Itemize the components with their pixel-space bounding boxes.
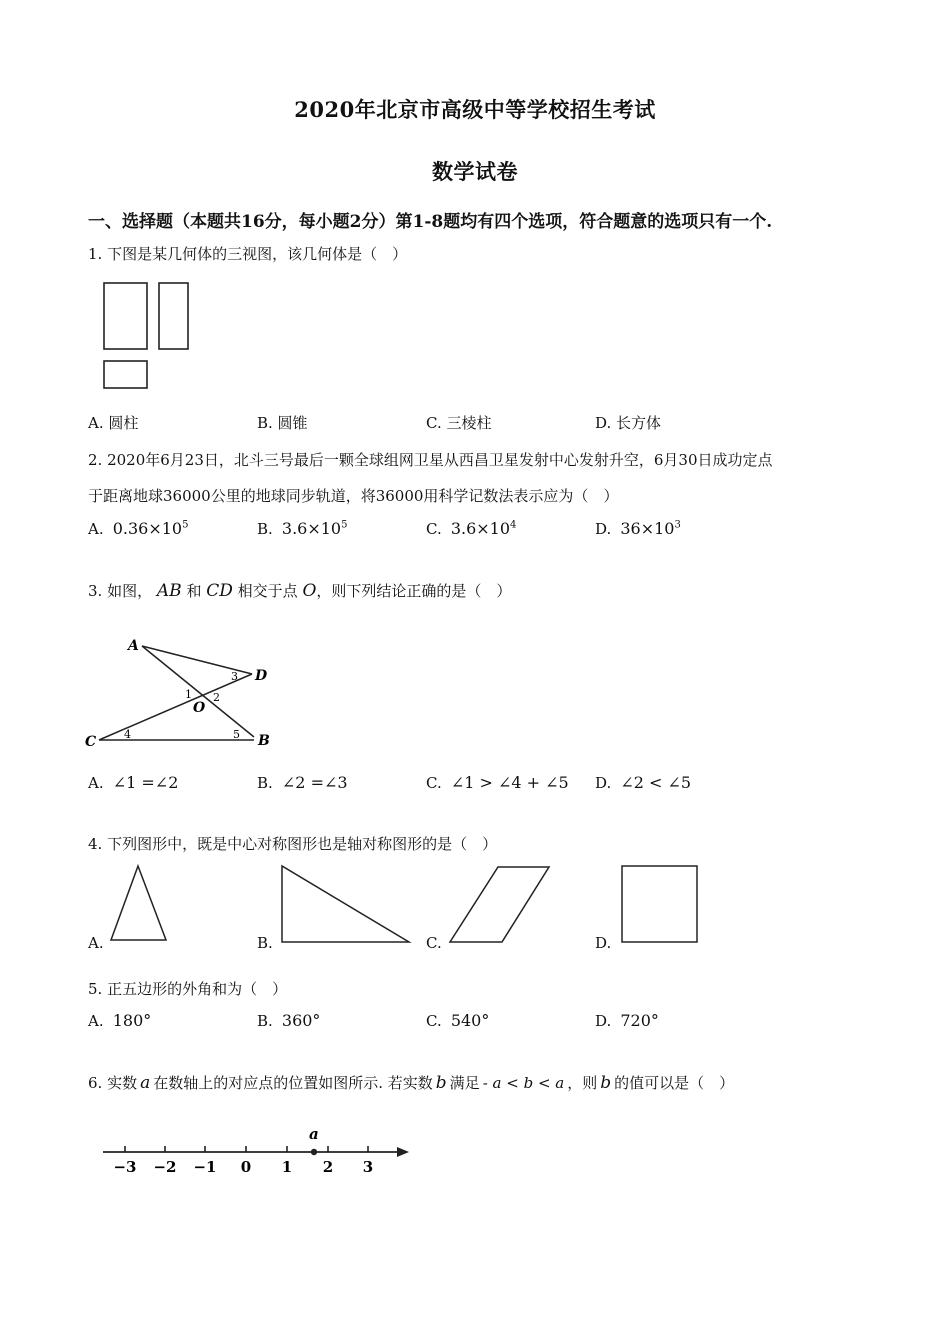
q3-option-d-expr: ∠2 < ∠5: [620, 773, 692, 792]
label-c: C: [85, 734, 97, 750]
angle-label-1: 1: [185, 688, 192, 701]
q6-prefix: 6. 实数: [88, 1074, 138, 1092]
q6-a: a: [140, 1073, 151, 1093]
q4-square: [618, 862, 702, 946]
q3-option-a-label: A.: [88, 774, 104, 792]
q5-option-a-value: 180°: [112, 1011, 152, 1030]
q6-mid2: 满足: [449, 1074, 480, 1092]
q2-option-b-base: 3.6×10: [281, 519, 342, 538]
question-1-text: 1. 下图是某几何体的三视图，该几何体是（ ）: [88, 245, 408, 263]
angle-label-4: 4: [124, 728, 131, 741]
front-view-rect: [104, 283, 147, 349]
q5-option-d-label: D.: [595, 1012, 612, 1030]
q3-cd: CD: [206, 581, 233, 601]
q3-suffix: ，则下列结论正确的是（ ）: [316, 582, 512, 600]
q3-option-c-label: C.: [426, 774, 442, 792]
q6-mid1: 在数轴上的对应点的位置如图所示. 若实数: [153, 1074, 433, 1092]
q3-option-b: [257, 773, 348, 792]
number-line-ticks: [125, 1146, 368, 1152]
q2-option-c-label: C.: [426, 520, 442, 538]
q4-option-d: D.: [595, 934, 612, 952]
tick-label-neg2: −2: [153, 1158, 177, 1176]
q5-option-a-label: A.: [88, 1012, 104, 1030]
q2-option-b: [257, 519, 347, 538]
q5-option-c: [426, 1011, 489, 1030]
q2-option-d-base: 36×10: [620, 519, 675, 538]
label-b: B: [258, 733, 270, 749]
q5-option-d-value: 720°: [620, 1011, 659, 1030]
q2-option-d: [595, 519, 681, 538]
question-3-text: [88, 580, 511, 601]
q6-condition: - a < b < a: [482, 1074, 565, 1092]
segment-cd: [99, 674, 252, 740]
angle-label-5: 5: [233, 728, 240, 741]
angle-label-2: 2: [213, 691, 220, 704]
point-a-label: a: [309, 1125, 319, 1143]
number-line-arrow: [397, 1147, 409, 1157]
q5-option-b: [257, 1011, 320, 1030]
q1-option-c: C. 三棱柱: [426, 414, 492, 432]
q5-option-b-value: 360°: [281, 1011, 321, 1030]
q3-option-b-expr: ∠2 =∠3: [281, 773, 348, 792]
q4-option-a: A.: [88, 934, 104, 952]
q2-option-d-label: D.: [595, 520, 612, 538]
label-o: O: [193, 700, 206, 716]
number-line-figure: [95, 1122, 415, 1180]
q5-option-c-value: 540°: [450, 1011, 490, 1030]
q4-right-triangle: [277, 862, 417, 946]
q3-option-c-expr: ∠1 > ∠4 + ∠5: [450, 773, 569, 792]
tick-label-neg3: −3: [113, 1158, 137, 1176]
q3-prefix: 3. 如图，: [88, 582, 153, 600]
q2-option-a-label: A.: [88, 520, 104, 538]
q5-option-c-label: C.: [426, 1012, 442, 1030]
q6-suffix: 的值可以是（ ）: [614, 1074, 735, 1092]
page-title: 2020年北京市高级中等学校招生考试: [294, 97, 656, 122]
question-4-text: 4. 下列图形中，既是中心对称图形也是轴对称图形的是（ ）: [88, 835, 498, 853]
question-2-line1: 2. 2020年6月23日，北斗三号最后一颗全球组网卫星从西昌卫星发射中心发射升空，6月30日成功定点: [88, 451, 773, 469]
question-6-text: [88, 1072, 734, 1093]
q3-o: O: [302, 581, 317, 601]
q2-option-b-label: B.: [257, 520, 273, 538]
q2-option-c-exp: 4: [510, 519, 517, 531]
q2-option-c-base: 3.6×10: [450, 519, 511, 538]
q2-option-d-exp: 3: [674, 519, 681, 531]
intersecting-lines-figure: [80, 630, 280, 755]
q6-mid3: ，则: [567, 1074, 598, 1092]
q1-option-d: D. 长方体: [595, 414, 662, 432]
q3-mid: 相交于点: [237, 582, 298, 600]
q6-b: b: [435, 1073, 447, 1093]
q1-option-a: A. 圆柱: [88, 414, 139, 432]
question-2-line2: 于距离地球36000公里的地球同步轨道，将36000用科学记数法表示应为（ ）: [88, 487, 619, 505]
point-a-dot: [311, 1149, 317, 1155]
tick-label-1: 1: [281, 1158, 293, 1176]
page-subtitle: 数学试卷: [432, 159, 518, 184]
q3-option-d: [595, 773, 691, 792]
tick-label-2: 2: [322, 1158, 334, 1176]
question-5-text: 5. 正五边形的外角和为（ ）: [88, 980, 288, 998]
q4-parallelogram: [445, 862, 555, 946]
section-heading: 一、选择题（本题共16分，每小题2分）第1-8题均有四个选项，符合题意的选项只有一个.: [88, 212, 773, 232]
q3-option-d-label: D.: [595, 774, 612, 792]
tick-label-3: 3: [362, 1158, 374, 1176]
q4-option-c: C.: [426, 934, 442, 952]
q2-option-a: [88, 519, 188, 538]
q4-isosceles-triangle: [105, 862, 171, 944]
three-view-figure: [100, 280, 195, 392]
q6-b2: b: [600, 1073, 612, 1093]
q4-option-b: B.: [257, 934, 273, 952]
q2-option-a-exp: 5: [182, 519, 189, 531]
q3-option-a-expr: ∠1 =∠2: [112, 773, 179, 792]
tick-label-0: 0: [240, 1158, 252, 1176]
top-view-rect: [104, 361, 147, 388]
tick-label-neg1: −1: [193, 1158, 217, 1176]
q3-and: 和: [186, 582, 202, 600]
angle-label-3: 3: [231, 670, 238, 683]
q2-option-b-exp: 5: [341, 519, 348, 531]
q2-option-a-base: 0.36×10: [112, 519, 183, 538]
q2-option-c: [426, 519, 516, 538]
side-view-rect: [159, 283, 188, 349]
q5-option-a: [88, 1011, 151, 1030]
q5-option-d: [595, 1011, 659, 1030]
label-d: D: [255, 668, 268, 684]
q3-option-a: [88, 773, 178, 792]
q5-option-b-label: B.: [257, 1012, 273, 1030]
q1-option-b: B. 圆锥: [257, 414, 308, 432]
q3-ab: AB: [156, 581, 182, 601]
label-a: A: [128, 638, 139, 654]
q3-option-b-label: B.: [257, 774, 273, 792]
q3-option-c: [426, 773, 569, 792]
